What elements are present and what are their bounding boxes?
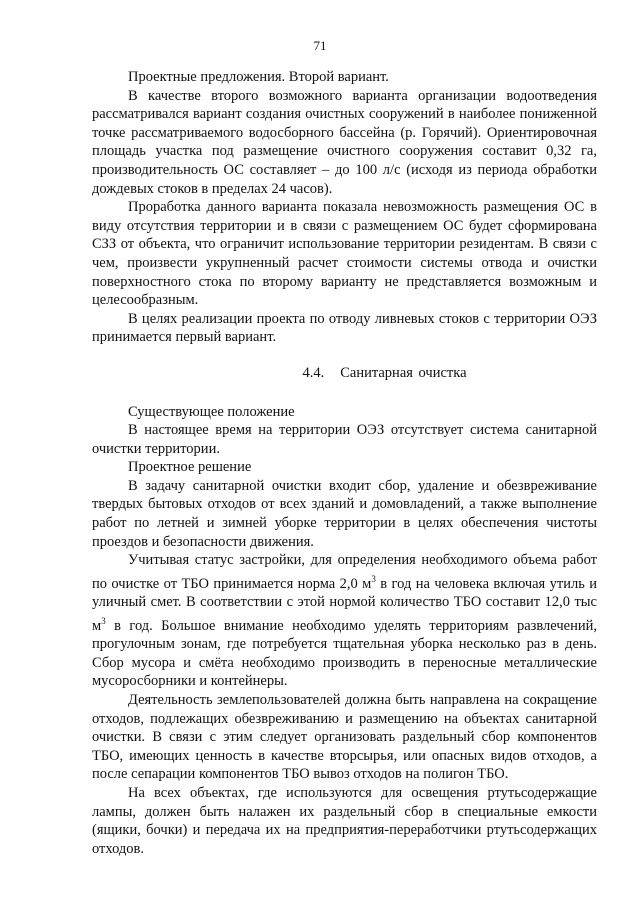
paragraph-variant-2-description: В качестве второго возможного варианта организации водоотведения рассматривался вариант создания очистных сооружений в наиболее пониженной точке рассматриваемого водосборного бассейна (р. Горячий). Ориентировочная площадь участка под размещение очистного сооружения составит 0,32 га, производительность ОС составляет – до 100 л/с (исходя из периода обработки дождевых стоков в пределах 24 часов). [92,87,597,197]
section-title: Санитарная очистка [340,364,467,381]
section-number: 4.4. [302,364,325,381]
project-solution-label: Проектное решение [128,459,252,476]
subsection-title-variant-2: Проектные предложения. Второй вариант. [128,69,389,85]
waste-norm-text-3: в год. Большое внимание необходимо уделять территориям развлечений, прогулочным зонам, где потребуется тщательная уборка несколько раз в день. Сбор мусора и смёта необходимо производить в переносные металлические мусоросборники и контейнеры. [92,617,597,690]
paragraph-mercury-lamps: На всех объектах, где используются для освещения ртутьсодержащие лампы, должен быть налажен их раздельный сбор в специальные емкости (ящики, бочки) и передача их на предприятия-переработчики ртутьсодержащих отходов. [92,785,597,857]
paragraph-land-users-activity: Деятельность землепользователей должна быть направлена на сокращение отходов, подлежащих обезвреживанию и размещению на объектах санитарной очистки. В связи с этим следует организовать раздельный сбор компонентов ТБО, имеющих ценность в качестве вторсырья, или опасных видов отходов, а после сепарации компонентов ТБО вывоз отходов на полигон ТБО. [92,692,597,783]
paragraph-variant-2-analysis: Проработка данного варианта показала невозможность размещения ОС в виду отсутствия территории и в связи с размещением ОС будет сформирована СЗЗ от объекта, что ограничит использование территории резидентам. В связи с чем, произвести укрупненный расчет стоимости системы отвода и очистки поверхностного стока по второму варианту не представляется возможным и целесообразным. [92,199,597,309]
waste-norm-text-2: в год на человека включая утиль и уличный смет. В соответствии с этой нормой количество ТБО составит 12,0 тыс м [92,575,597,634]
paragraph-existing-situation: В настоящее время на территории ОЭЗ отсутствует система санитарной очистки территории. [92,422,597,457]
document-body [92,68,597,858]
page-number: 71 [313,38,327,53]
superscript-cubic-1: 3 [371,573,376,584]
paragraph-sanitation-task: В задачу санитарной очистки входит сбор, удаление и обезвреживание твердых бытовых отходов от всех зданий и домовладений, а также выполнение работ по летней и зимней уборке территории в целях обеспечения чистоты проездов и безопасности движения. [92,477,597,550]
paragraph-variant-conclusion: В целях реализации проекта по отводу ливневых стоков с территории ОЭЗ принимается первый вариант. [92,310,597,346]
waste-norm-text-1: Учитывая статус застройки, для определения необходимого объема работ по очистке от ТБО принимается норма 2,0 м [92,552,597,592]
existing-situation-label: Существующее положение [128,403,295,420]
paragraph-waste-norm [92,551,597,691]
superscript-cubic-2: 3 [101,615,106,626]
section-heading [92,364,597,383]
